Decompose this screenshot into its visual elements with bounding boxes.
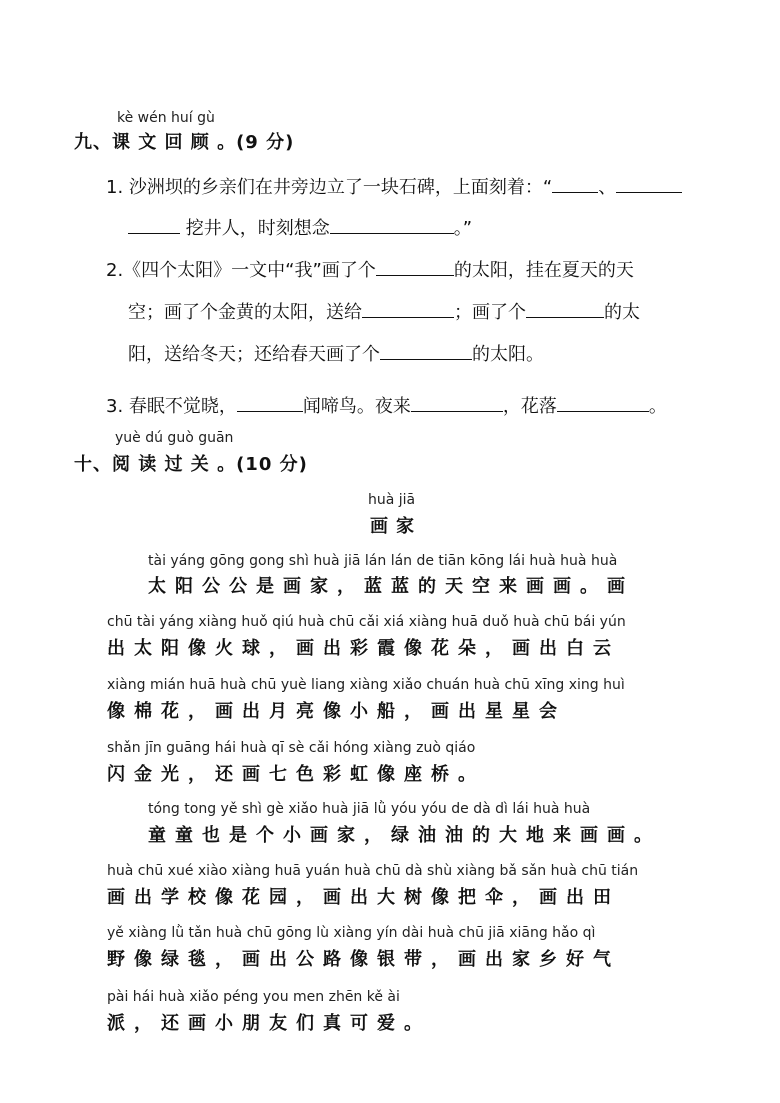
- answer-blank[interactable]: [237, 393, 303, 412]
- poem-line-1-text: 太阳公公是画家，蓝蓝的天空来画画。画: [148, 576, 634, 597]
- poem-line-7-pinyin: yě xiàng lǜ tǎn huà chū gōng lù xiàng yín dài huà chū jiā xiāng hǎo qì: [107, 925, 596, 941]
- answer-blank[interactable]: [411, 393, 503, 412]
- question-2-text: 的太阳，挂在夏天的天: [453, 260, 634, 281]
- poem-line-5-pinyin: tóng tong yě shì gè xiǎo huà jiā lǜ yóu yóu de dà dì lái huà huà: [148, 801, 591, 817]
- question-2-text: 阳，送给冬天；还给春天画了个: [128, 344, 380, 365]
- question-1-text-end: 。”: [453, 218, 473, 239]
- question-2-text: 空；画了个金黄的太阳，送给: [128, 302, 362, 323]
- poem-line-8-pinyin: pài hái huà xiǎo péng you men zhēn kě ài: [107, 989, 400, 1005]
- poem-line-4-text: 闪金光，还画七色彩虹像座桥。: [107, 764, 485, 785]
- poem-line-5-text: 童童也是个小画家，绿油油的大地来画画。: [148, 825, 661, 846]
- poem-line-1-pinyin: tài yáng gōng gong shì huà jiā lán lán de tiān kōng lái huà huà huà: [148, 553, 618, 569]
- answer-blank[interactable]: [376, 257, 454, 276]
- question-3-text: 。: [648, 396, 667, 417]
- question-1-line2: [128, 214, 472, 240]
- question-1-text-mid: 挖井人，时刻想念: [185, 218, 330, 239]
- poem-line-7-text: 野像绿毯，画出公路像银带，画出家乡好气: [107, 949, 620, 970]
- poem-line-6-text: 画出学校像花园，画出大树像把伞，画出田: [107, 887, 620, 908]
- poem-line-2-pinyin: chū tài yáng xiàng huǒ qiú huà chū cǎi xiá xiàng huā duǒ huà chū bái yún: [107, 614, 626, 630]
- question-2-text: ；画了个: [454, 302, 526, 323]
- section9-pinyin: kè wén huí gù: [117, 110, 215, 126]
- section10-title: 十、阅 读 过 关 。(10 分): [74, 454, 308, 475]
- question-3-line: [106, 392, 667, 418]
- answer-blank[interactable]: [330, 215, 454, 234]
- answer-blank[interactable]: [616, 174, 682, 193]
- poem-line-3-text: 像棉花，画出月亮像小船，画出星星会: [107, 701, 566, 722]
- answer-blank[interactable]: [526, 299, 604, 318]
- question-2-line2: [128, 298, 640, 324]
- answer-blank[interactable]: [557, 393, 649, 412]
- poem-title: 画家: [370, 516, 422, 537]
- poem-line-8-text: 派，还画小朋友们真可爱。: [107, 1013, 431, 1034]
- question-3-text: 闻啼鸟。夜来: [302, 396, 411, 417]
- question-1-line1: [106, 173, 682, 199]
- answer-blank[interactable]: [380, 341, 472, 360]
- question-2-line3: [128, 340, 544, 366]
- question-2-text: 2.《四个太阳》一文中“我”画了个: [106, 260, 376, 281]
- question-2-text: 的太: [604, 302, 640, 323]
- section10-pinyin: yuè dú guò guān: [115, 430, 234, 446]
- answer-blank[interactable]: [128, 215, 180, 234]
- poem-title-pinyin: huà jiā: [368, 492, 416, 508]
- answer-blank[interactable]: [362, 299, 454, 318]
- question-1-text: 1. 沙洲坝的乡亲们在井旁边立了一块石碑，上面刻着：“: [106, 177, 553, 198]
- section9-title: 九、课 文 回 顾 。(9 分): [74, 132, 295, 153]
- question-3-text: ，花落: [502, 396, 557, 417]
- question-2-text: 的太阳。: [472, 344, 544, 365]
- answer-blank[interactable]: [552, 174, 598, 193]
- poem-line-6-pinyin: huà chū xué xiào xiàng huā yuán huà chū dà shù xiàng bǎ sǎn huà chū tián: [107, 863, 639, 879]
- poem-line-2-text: 出太阳像火球，画出彩霞像花朵，画出白云: [107, 638, 620, 659]
- question-1-separator: 、: [598, 177, 617, 198]
- question-3-text: 3. 春眠不觉晓，: [106, 396, 237, 417]
- poem-line-4-pinyin: shǎn jīn guāng hái huà qī sè cǎi hóng xiàng zuò qiáo: [107, 740, 476, 756]
- poem-line-3-pinyin: xiàng mián huā huà chū yuè liang xiàng xiǎo chuán huà chū xīng xing huì: [107, 677, 625, 693]
- question-2-line1: [106, 256, 634, 282]
